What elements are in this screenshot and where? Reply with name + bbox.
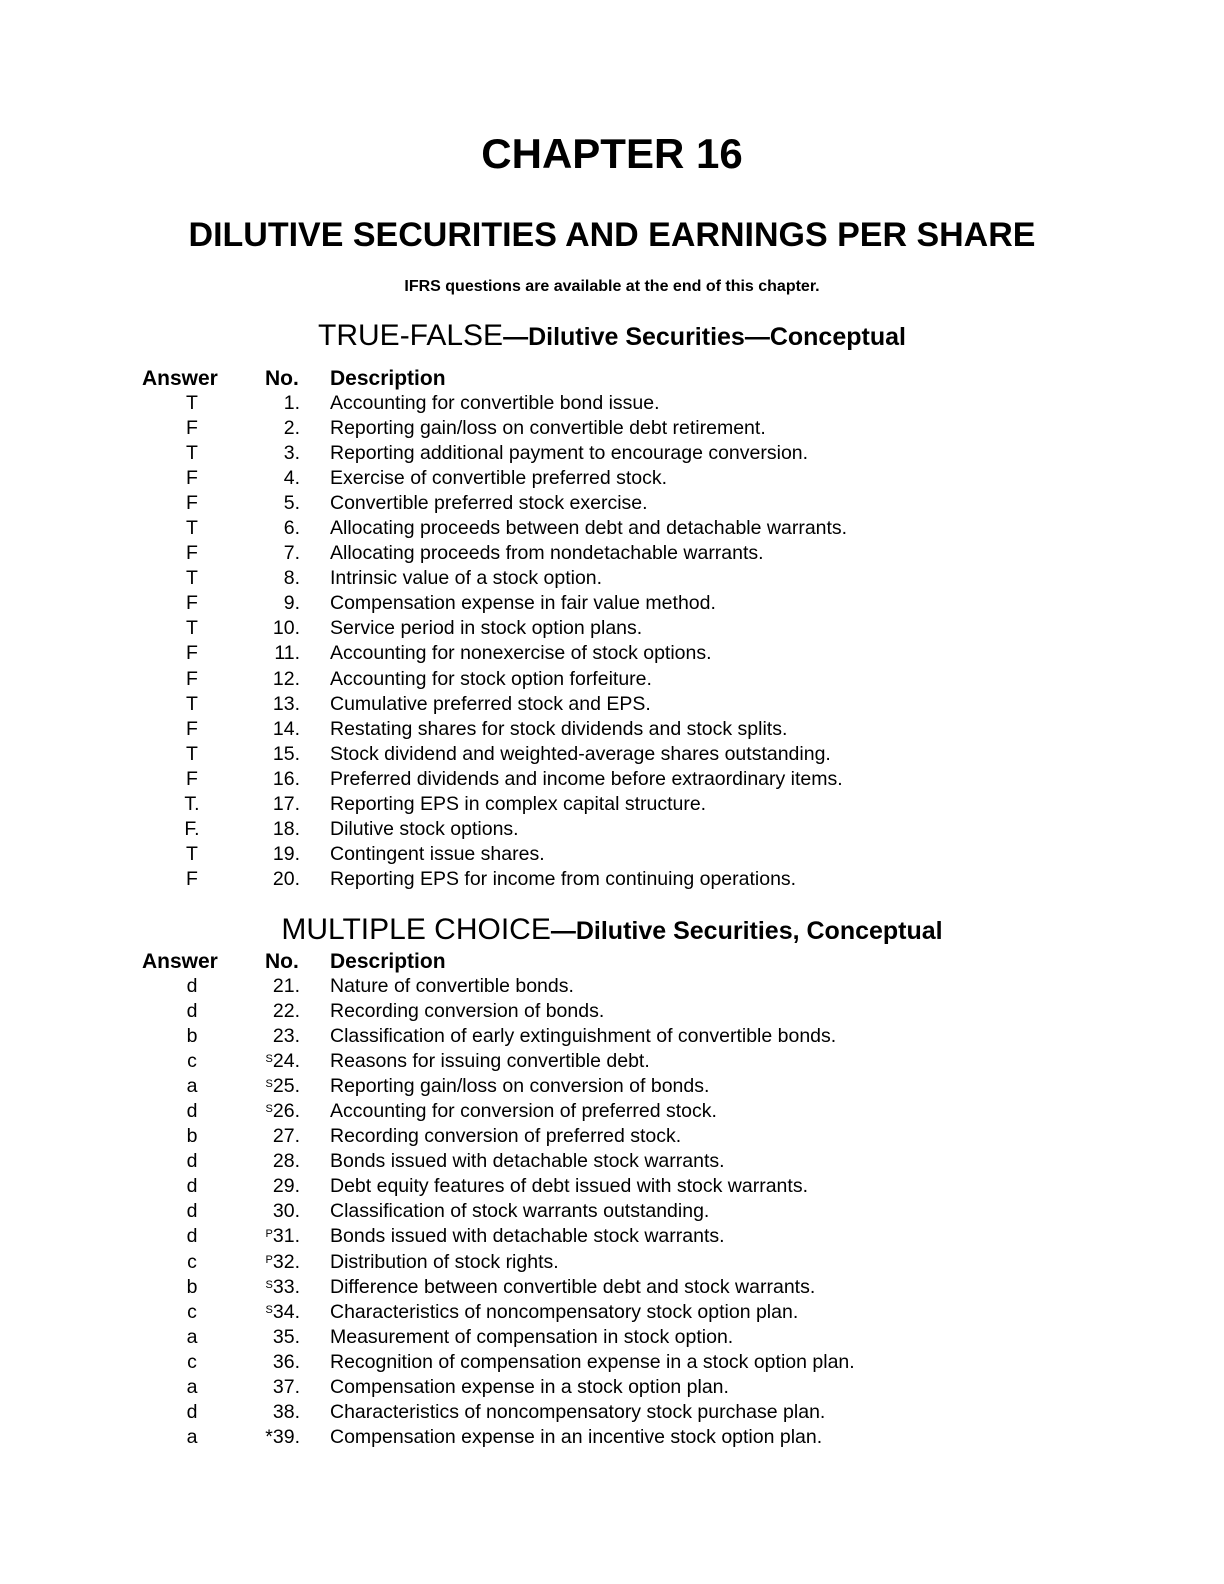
table-row [0,1149,1224,1174]
description-cell: Reporting gain/loss on convertible debt retirement. [330,417,766,440]
answer-cell: T [186,842,198,865]
question-number [240,1074,300,1099]
table-row [0,1074,1224,1099]
answer-cell: T [186,742,198,765]
question-number-value: 25. [272,1075,300,1098]
answer-cell: b [186,1275,198,1298]
table-row [0,692,1224,717]
question-number-value: 26. [272,1100,300,1123]
table-row [0,1375,1224,1400]
description-cell: Reporting additional payment to encourage conversion. [330,442,809,465]
answer-cell: T [186,567,198,590]
question-type-mark: S [265,1078,273,1091]
description-column-header: Description [330,950,446,973]
section-heading-sub: —Dilutive Securities, Conceptual [550,917,943,945]
column-header-row [0,949,1224,974]
answer-column-header: Answer [142,950,218,973]
answer-cell: a [186,1325,198,1348]
table-row [0,1425,1224,1450]
question-number-value: 20. [272,867,300,890]
question-number-value: 6. [283,517,300,540]
table-row [0,867,1224,892]
question-number-value: 4. [283,467,300,490]
answer-cell: F [186,667,198,690]
table-row [0,717,1224,742]
description-cell: Accounting for conversion of preferred stock. [330,1100,717,1123]
table-row [0,541,1224,566]
description-cell: Compensation expense in an incentive stock option plan. [330,1425,823,1448]
question-type-mark: P [265,1253,273,1266]
question-number-value: 31. [272,1225,300,1248]
description-cell: Dilutive stock options. [330,817,519,840]
question-number [240,1149,300,1174]
description-cell: Preferred dividends and income before extraordinary items. [330,767,843,790]
section-heading-main: MULTIPLE CHOICE [281,913,551,946]
question-number [240,767,300,792]
answer-cell: d [186,1150,198,1173]
section-heading-true-false [0,318,1224,357]
question-number [240,1275,300,1300]
table-row [0,999,1224,1024]
table-row [0,1325,1224,1350]
answer-cell: F [186,642,198,665]
answer-cell: F. [184,817,200,840]
description-cell: Reporting EPS in complex capital structure. [330,792,707,815]
answer-cell: a [186,1425,198,1448]
answer-cell: c [187,1350,197,1373]
answer-cell: d [186,1000,198,1023]
question-number-value: 14. [272,717,300,740]
question-number [240,867,300,892]
answer-cell: b [186,1025,198,1048]
question-number [240,692,300,717]
table-row [0,817,1224,842]
question-number-value: 35. [272,1325,300,1348]
description-cell: Nature of convertible bonds. [330,975,574,997]
question-number [240,541,300,566]
table-row [0,466,1224,491]
description-cell: Allocating proceeds from nondetachable warrants. [330,542,764,565]
table-row [0,1174,1224,1199]
description-cell: Recording conversion of bonds. [330,1000,605,1023]
question-number-value: 33. [272,1275,300,1298]
description-cell: Cumulative preferred stock and EPS. [330,692,651,715]
answer-cell: d [186,975,198,997]
question-number [240,1199,300,1224]
question-number-value: 30. [272,1200,300,1223]
question-type-mark: P [265,1228,273,1241]
question-number-value: 32. [272,1250,300,1273]
question-number-value: 27. [272,1125,300,1148]
table-row [0,1099,1224,1124]
question-number-value: 15. [272,742,300,765]
question-number [240,742,300,767]
answer-cell: F [186,717,198,740]
description-cell: Characteristics of noncompensatory stock option plan. [330,1300,799,1323]
description-cell: Distribution of stock rights. [330,1250,559,1273]
table-row [0,1275,1224,1300]
question-number [240,1425,300,1450]
answer-cell: c [187,1050,197,1073]
number-column-header: No. [265,950,299,973]
description-cell: Recognition of compensation expense in a stock option plan. [330,1350,855,1373]
answer-cell: b [186,1125,198,1148]
number-column-header: No. [265,367,299,390]
answer-cell: T [186,692,198,715]
question-number [240,817,300,842]
answer-cell: F [186,467,198,490]
description-cell: Measurement of compensation in stock option. [330,1325,734,1348]
answer-cell: c [187,1300,197,1323]
question-number-value: 5. [283,492,300,515]
table-row [0,1300,1224,1325]
question-number [240,1400,300,1425]
question-number [240,491,300,516]
question-number [240,1300,300,1325]
question-number-value: 19. [272,842,300,865]
answer-cell: T [186,392,198,414]
description-cell: Exercise of convertible preferred stock. [330,467,668,490]
table-row [0,1024,1224,1049]
table-row [0,1199,1224,1224]
question-number [240,1099,300,1124]
answer-cell: F [186,767,198,790]
table-row [0,792,1224,817]
table-row [0,416,1224,441]
question-number [240,391,300,416]
question-number-value: 8. [283,567,300,590]
table-row [0,616,1224,641]
table-row [0,441,1224,466]
table-row [0,742,1224,767]
ifrs-note: IFRS questions are available at the end of this chapter. [404,278,820,295]
table-row [0,767,1224,792]
table-row [0,1250,1224,1275]
description-cell: Compensation expense in a stock option plan. [330,1375,729,1398]
description-cell: Service period in stock option plans. [330,617,643,640]
answer-cell: d [186,1100,198,1123]
description-cell: Classification of early extinguishment of convertible bonds. [330,1025,837,1048]
answer-cell: d [186,1175,198,1198]
question-number-value: 1. [283,392,300,414]
description-cell: Intrinsic value of a stock option. [330,567,603,590]
answer-cell: F [186,417,198,440]
question-number [240,591,300,616]
question-number [240,667,300,692]
question-number [240,1124,300,1149]
section-heading-multiple-choice [0,912,1224,951]
table-row [0,491,1224,516]
table-row [0,1124,1224,1149]
question-number-value: 22. [272,1000,300,1023]
question-number [240,1375,300,1400]
question-type-mark: S [265,1303,273,1316]
question-number-value: 7. [283,542,300,565]
answer-cell: T [186,442,198,465]
description-cell: Allocating proceeds between debt and detachable warrants. [330,517,848,540]
answer-cell: a [186,1375,198,1398]
true-false-table [0,366,1224,892]
answer-cell: F [186,592,198,615]
chapter-subtitle: DILUTIVE SECURITIES AND EARNINGS PER SHARE [188,216,1036,254]
table-row [0,591,1224,616]
answer-cell: d [186,1225,198,1248]
table-row [0,667,1224,692]
answer-cell: F [186,492,198,515]
question-number [240,792,300,817]
answer-cell: c [187,1250,197,1273]
question-number-value: *39. [265,1425,300,1448]
description-cell: Convertible preferred stock exercise. [330,492,648,515]
question-number-value: 28. [272,1150,300,1173]
description-cell: Reporting gain/loss on conversion of bonds. [330,1075,710,1098]
question-number-value: 34. [272,1300,300,1323]
table-row [0,566,1224,591]
question-number [240,717,300,742]
question-number [240,1250,300,1275]
table-row [0,842,1224,867]
description-cell: Recording conversion of preferred stock. [330,1125,682,1148]
description-cell: Difference between convertible debt and stock warrants. [330,1275,816,1298]
question-number [240,1224,300,1249]
question-number-value: 24. [272,1050,300,1073]
question-number-value: 9. [283,592,300,615]
answer-column-header: Answer [142,367,218,390]
table-row [0,1049,1224,1074]
column-header-row [0,366,1224,391]
question-number [240,1174,300,1199]
chapter-title: CHAPTER 16 [481,130,743,177]
answer-cell: F [186,867,198,890]
question-number-value: 3. [283,442,300,465]
description-cell: Contingent issue shares. [330,842,545,865]
question-type-mark: S [265,1278,273,1291]
question-number [240,466,300,491]
question-type-mark: S [265,1053,273,1066]
question-number-value: 13. [272,692,300,715]
question-number [240,441,300,466]
question-number-value: 36. [272,1350,300,1373]
table-row [0,1224,1224,1249]
table-row [0,1400,1224,1425]
question-number-value: 12. [272,667,300,690]
description-cell: Debt equity features of debt issued with stock warrants. [330,1175,808,1198]
question-number-value: 11. [274,642,300,665]
question-number [240,1049,300,1074]
description-cell: Compensation expense in fair value method. [330,592,716,615]
answer-cell: a [186,1075,198,1098]
answer-cell: T. [184,792,200,815]
answer-cell: T [186,617,198,640]
question-number-value: 37. [272,1375,300,1398]
answer-cell: d [186,1200,198,1223]
question-number [240,1350,300,1375]
question-number [240,616,300,641]
question-number-value: 2. [283,417,300,440]
question-number-value: 23. [272,1025,300,1048]
table-row [0,641,1224,666]
question-number-value: 16. [272,767,300,790]
question-number-value: 17. [272,792,300,815]
multiple-choice-table [0,949,1224,1450]
question-number-value: 18. [272,817,300,840]
question-number [240,516,300,541]
description-cell: Reporting EPS for income from continuing operations. [330,867,797,890]
question-number [240,1325,300,1350]
question-number [240,999,300,1024]
description-cell: Reasons for issuing convertible debt. [330,1050,650,1073]
question-type-mark: S [265,1103,273,1116]
answer-cell: F [186,542,198,565]
question-number-value: 38. [272,1400,300,1423]
description-cell: Accounting for nonexercise of stock options. [330,642,712,665]
section-heading-sub: —Dilutive Securities—Conceptual [503,323,906,351]
description-cell: Accounting for stock option forfeiture. [330,667,652,690]
question-number [240,566,300,591]
question-number-value: 21. [272,975,300,997]
question-number [240,416,300,441]
description-cell: Classification of stock warrants outstanding. [330,1200,710,1223]
description-cell: Bonds issued with detachable stock warrants. [330,1150,725,1173]
answer-cell: d [186,1400,198,1423]
question-number-value: 10. [272,617,300,640]
table-row [0,1350,1224,1375]
question-number-value: 29. [272,1175,300,1198]
description-cell: Bonds issued with detachable stock warrants. [330,1225,725,1248]
question-number [240,641,300,666]
table-row [0,391,1224,416]
table-row [0,974,1224,999]
answer-cell: T [186,517,198,540]
question-number [240,974,300,999]
description-column-header: Description [330,367,446,390]
question-number [240,842,300,867]
description-cell: Accounting for convertible bond issue. [330,392,660,414]
table-row [0,516,1224,541]
question-number [240,1024,300,1049]
section-heading-main: TRUE-FALSE [318,319,504,352]
description-cell: Restating shares for stock dividends and stock splits. [330,717,788,740]
description-cell: Stock dividend and weighted-average shares outstanding. [330,742,831,765]
description-cell: Characteristics of noncompensatory stock purchase plan. [330,1400,826,1423]
